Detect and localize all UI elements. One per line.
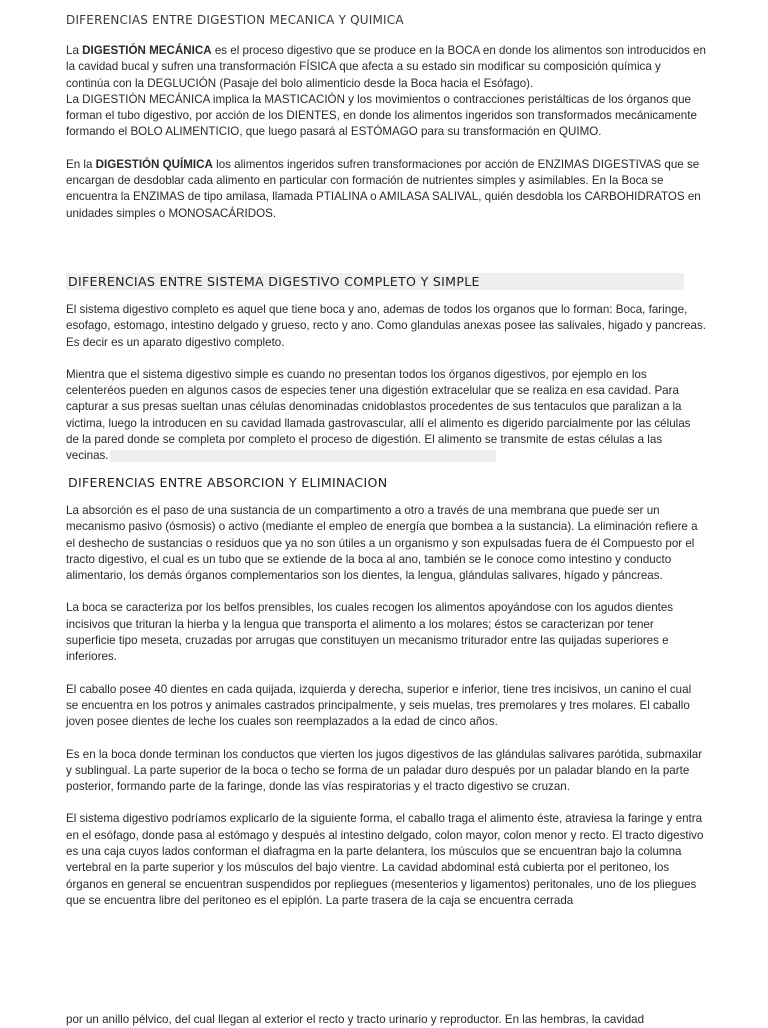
paragraph [66, 157, 706, 222]
paragraph: La DIGESTIÓN MECÁNICA implica la MASTICACIÓN y los movimientos o contracciones peristálticas de los órganos que forman el tubo digestivo, por acción de los DIENTES, en donde los alimentos ingeridos son transformados mecánicamente formando el BOLO ALIMENTICIO, que luego pasará al ESTÓMAGO para su transformación en QUIMO. [66, 92, 697, 139]
highlight-bar [110, 450, 496, 462]
text: es el proceso digestivo que se produce en la BOCA en donde los alimentos son introducidos en la cavidad bucal y sufren una transformación FÍSICA que afecta a su estado sin modificar su composición química y continúa con la DEGLUCIÓN (Pasaje del bolo alimenticio desde la Boca hacia el Esófago). [66, 44, 706, 90]
paragraph [66, 43, 706, 92]
paragraph [66, 367, 706, 465]
continued-text: por un anillo pélvico, del cual llegan al exterior el recto y tracto urinario y reproductor. En las hembras, la cavidad [66, 1013, 645, 1026]
paragraph: La boca se caracteriza por los belfos prensibles, los cuales recogen los alimentos apoyándose con los agudos dientes incisivos que trituran la hierba y la lengua que transporta el alimento a los molares; éstos se caracterizan por tener superficie tipo meseta, cruzadas por arrugas que constituyen un mecanismo triturador entre las quijadas superiores e inferiores. [66, 601, 674, 664]
bold-term: DIGESTIÓN QUÍMICA [95, 157, 213, 171]
text: En la [66, 157, 96, 171]
digestion-section [66, 43, 706, 222]
section-heading: DIFERENCIAS ENTRE ABSORCION Y ELIMINACION [68, 475, 388, 490]
page-title: DIFERENCIAS ENTRE DIGESTION MECANICA Y QUIMICA [66, 13, 404, 27]
bold-term: DIGESTIÓN MECÁNICA [82, 44, 212, 57]
absorption-section [66, 474, 706, 909]
digestive-system-section [66, 273, 706, 465]
paragraph: La absorción es el paso de una sustancia de un compartimento a otro a través de una membrana que puede ser un mecanismo pasivo (ósmosis) o activo (mediante el empleo de energía que bombea a la sustancia). La eliminación refiere a el deshecho de sustancias o residuos que ya no son útiles a un organismo y son expulsadas fuera de él Compuesto por el tracto digestivo, el cual es un tubo que se extiende de la boca al ano, también se le conoce como intestino y conducto alimentario, los demás órganos complementarios son los dientes, la lengua, glándulas salivares, hígado y páncreas. [66, 504, 698, 583]
section-heading: DIFERENCIAS ENTRE SISTEMA DIGESTIVO COMPLETO Y SIMPLE [66, 273, 684, 290]
text: los alimentos ingeridos sufren transformaciones por acción de ENZIMAS DIGESTIVAS que se encargan de desdoblar cada alimento en particular con formación de nutrientes simples y asimilables. En la Boca se encuentra la ENZIMAS de tipo amilasa, llamada PTIALINA o AMILASA SALIVAL, quién desdobla los CARBOHIDRATOS en unidades simples o MONOSACÁRIDOS. [66, 157, 701, 220]
paragraph: El sistema digestivo completo es aquel que tiene boca y ano, ademas de todos los organos que lo forman: Boca, faringe, esofago, estomago, intestino delgado y grueso, recto y ano. Como glandulas anexas posee las salivales, higado y pancreas. Es decir es un aparato digestivo completo. [66, 303, 706, 349]
paragraph: El sistema digestivo podríamos explicarlo de la siguiente forma, el caballo traga el alimento éste, atraviesa la faringe y entra en el esófago, donde pasa al estómago y después al intestino delgado, colon mayor, colon menor y recto. El tracto digestivo es una caja cuyos lados conforman el diafragma en la parte delantera, los músculos que se encuentran bajo la columna vertebral en la parte superior y los músculos del bajo vientre. La cavidad abdominal está cubierta por el peritoneo, los órganos en general se encuentran suspendidos por repliegues (mesenterios y ligamentos) peritonales, uno de los pliegues que se encuentra libre del peritoneo es el epiplón. La parte trasera de la caja se encuentra cerrada [66, 812, 704, 907]
text: Mientra que el sistema digestivo simple es cuando no presentan todos los órganos digestivos, por ejemplo en los celenteréos pueden en algunos casos de especies tener una digestión extracelular que se realiza en esa cavidad. Para capturar a sus presas sueltan unas células denominadas cnidoblastos procedentes de sus tentaculos que paralizan a la victima, luego la introducen en su cavidad llamada gastrovascular, allí el alimento es digerido parcialmente por las células de la pared donde se completa por completo el proceso de digestión. El alimento se transmite de estas células a las vecinas. [66, 367, 691, 463]
paragraph: Es en la boca donde terminan los conductos que vierten los jugos digestivos de las glándulas salivares parótida, submaxilar y sublingual. La parte superior de la boca o techo se forma de un paladar duro después por un paladar blando en la parte posterior, formando parte de la faringe, donde las vías respiratorias y el tracto digestivo se cruzan. [66, 747, 703, 794]
text: La [66, 44, 83, 57]
paragraph: El caballo posee 40 dientes en cada quijada, izquierda y derecha, superior e inferior, tiene tres incisivos, un canino el cual se encuentra en los potros y animales castrados principalmente, y seis muelas, tres premolares y tres molares. El caballo joven posee dientes de leche los cuales son reemplazados a la edad de cinco años. [66, 682, 692, 729]
